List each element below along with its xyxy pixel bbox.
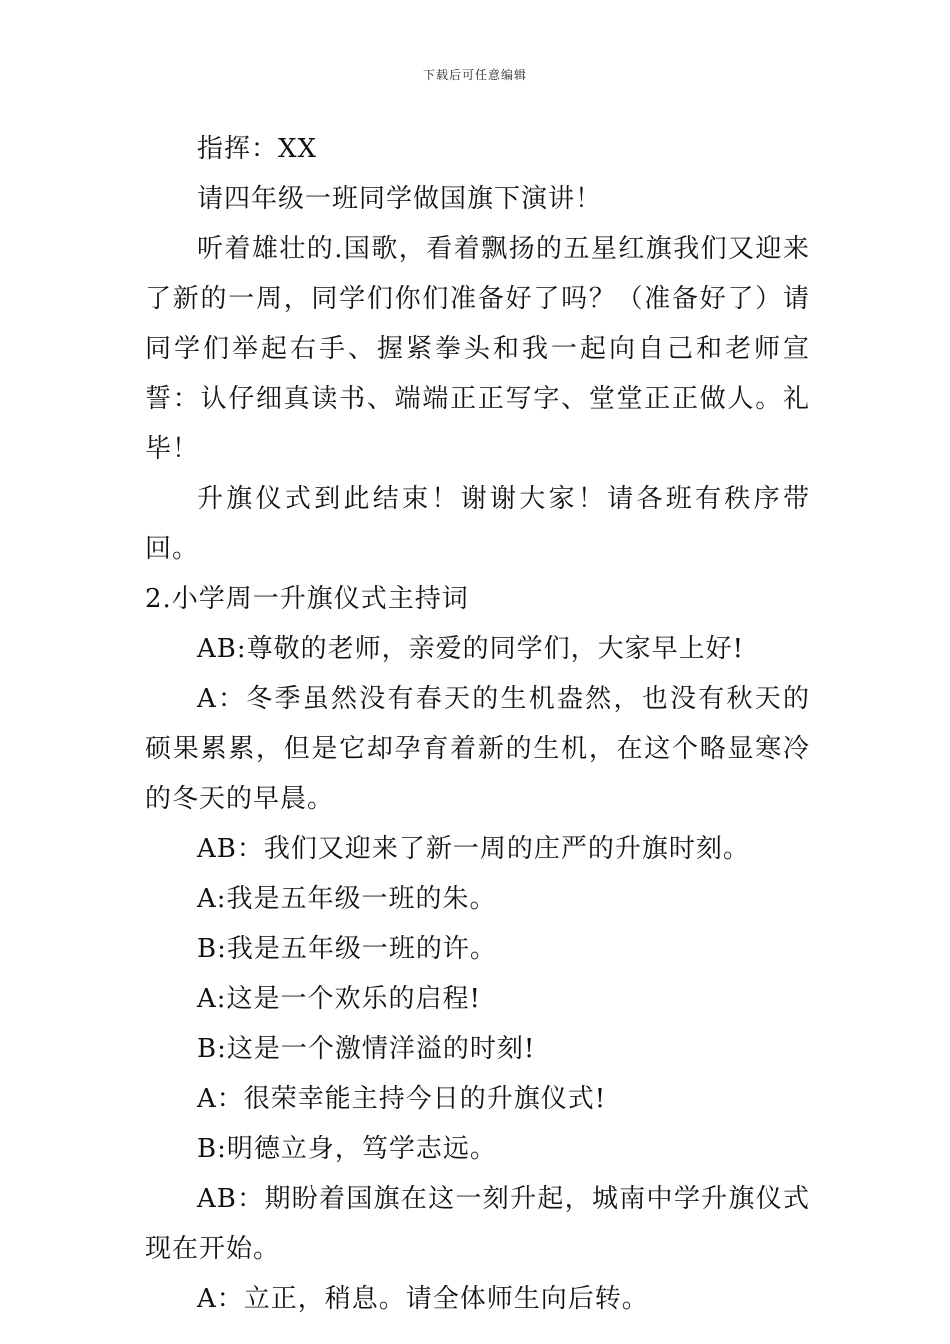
paragraph-passion: B:这是一个激情洋溢的时刻! — [197, 1034, 536, 1064]
paragraph-host-b: B:我是五年级一班的许。 — [197, 934, 497, 964]
document-body — [145, 124, 810, 1324]
paragraph-speech-invite: 请四年级一班同学做国旗下演讲！ — [197, 184, 603, 214]
paragraph-host-a: A:我是五年级一班的朱。 — [197, 884, 497, 914]
paragraph-conductor: 指挥：XX — [197, 134, 318, 164]
paragraph-ceremony-end: 升旗仪式到此结束！谢谢大家！请各班有秩序带回。 — [145, 484, 810, 564]
paragraph-new-week: AB：我们又迎来了新一周的庄严的升旗时刻。 — [197, 834, 750, 864]
paragraph-motto: B:明德立身，笃学志远。 — [197, 1134, 497, 1164]
paragraph-greeting: AB:尊敬的老师，亲爱的同学们，大家早上好! — [197, 634, 745, 664]
paragraph-winter: A：冬季虽然没有春天的生机盎然，也没有秋天的硕果累累，但是它却孕育着新的生机，在这个略显寒冷的冬天的早晨。 — [145, 684, 810, 814]
paragraph-honored: A：很荣幸能主持今日的升旗仪式! — [197, 1084, 607, 1114]
paragraph-joyful-start: A:这是一个欢乐的启程! — [197, 984, 481, 1014]
paragraph-attention: A：立正，稍息。请全体师生向后转。 — [197, 1284, 649, 1314]
page-header: 下载后可任意编辑 — [422, 68, 527, 82]
paragraph-oath: 听着雄壮的.国歌，看着飘扬的五星红旗我们又迎来了新的一周，同学们你们准备好了吗？（准备好了）请同学们举起右手、握紧拳头和我一起向自己和老师宣誓：认仔细真读书、端端正正写字、堂堂正正做人。礼毕！ — [145, 234, 810, 464]
section-heading: 2.小学周一升旗仪式主持词 — [145, 584, 469, 614]
paragraph-flag-rise: AB：期盼着国旗在这一刻升起，城南中学升旗仪式现在开始。 — [145, 1184, 810, 1264]
